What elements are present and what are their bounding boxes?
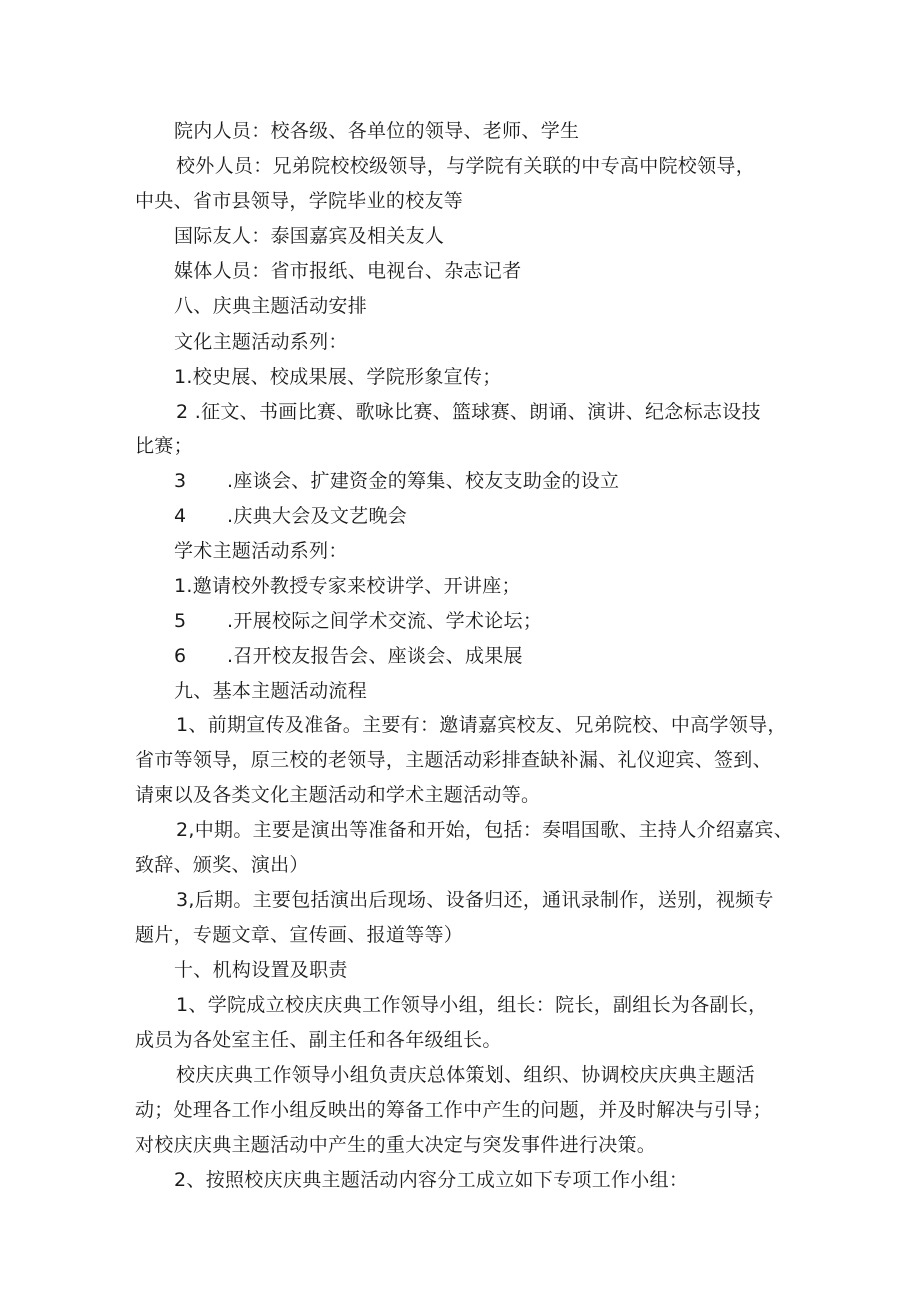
paragraph-line: 1、前期宣传及准备。主要有：邀请嘉宾校友、兄弟院校、中高学领导， (176, 714, 787, 736)
list-item: 1.邀请校外教授专家来校讲学、开讲座； (174, 575, 521, 597)
list-item-number: 4 (174, 505, 187, 527)
paragraph-line: 媒体人员：省市报纸、电视台、杂志记者 (174, 260, 522, 282)
list-item: 1.校史展、校成果展、学院形象宣传； (174, 366, 502, 388)
subsection-heading: 文化主题活动系列： (174, 331, 348, 353)
paragraph-line: 3,后期。主要包括演出后现场、设备归还，通讯录制作，送别，视频专 (176, 889, 774, 911)
paragraph-line: 国际友人：泰国嘉宾及相关友人 (174, 225, 445, 247)
list-item-number: 5 (174, 610, 187, 632)
list-item-continuation: 比赛； (135, 435, 193, 457)
paragraph-line: 致辞、颁奖、演出） (135, 854, 309, 876)
paragraph-line: 中央、省市县领导，学院毕业的校友等 (135, 190, 464, 212)
paragraph-line: 省市等领导，原三校的老领导，主题活动彩排查缺补漏、礼仪迎宾、签到、 (135, 749, 772, 771)
list-item-number: 3 (174, 470, 187, 492)
paragraph-line: 院内人员：校各级、各单位的领导、老师、学生 (174, 120, 580, 142)
section-heading: 八、庆典主题活动安排 (174, 295, 368, 317)
list-item: .庆典大会及文艺晚会 (227, 505, 408, 527)
section-heading: 十、机构设置及职责 (174, 959, 348, 981)
paragraph-line: 成员为各处室主任、副主任和各年级组长。 (135, 1029, 502, 1051)
list-item: .开展校际之间学术交流、学术论坛； (227, 610, 543, 632)
paragraph-line: 校外人员：兄弟院校校级领导，与学院有关联的中专高中院校领导， (176, 155, 756, 177)
paragraph-line: 校庆庆典工作领导小组负责庆总体策划、组织、协调校庆庆典主题活 (176, 1064, 756, 1086)
list-item-number: 6 (174, 645, 187, 667)
paragraph-line: 题片，专题文章、宣传画、报道等等） (135, 924, 464, 946)
subsection-heading: 学术主题活动系列： (174, 540, 348, 562)
paragraph-line: 对校庆庆典主题活动中产生的重大决定与突发事件进行决策。 (135, 1134, 657, 1156)
paragraph-line: 2、按照校庆庆典主题活动内容分工成立如下专项工作小组： (174, 1169, 689, 1191)
paragraph-line: 2,中期。主要是演出等准备和开始，包括：奏唱国歌、主持人介绍嘉宾、 (176, 819, 794, 841)
paragraph-line: 1、学院成立校庆庆典工作领导小组，组长：院长，副组长为各副长， (176, 994, 768, 1016)
paragraph-line: 请柬以及各类文化主题活动和学术主题活动等。 (135, 784, 541, 806)
section-heading: 九、基本主题活动流程 (174, 680, 368, 702)
list-item: .召开校友报告会、座谈会、成果展 (227, 645, 523, 667)
list-item: .座谈会、扩建资金的筹集、校友支助金的设立 (227, 470, 620, 492)
paragraph-line: 动；处理各工作小组反映出的筹备工作中产生的问题，并及时解决与引导； (135, 1099, 772, 1121)
list-item: 2 .征文、书画比赛、歌咏比赛、篮球赛、朗诵、演讲、纪念标志设技 (176, 401, 761, 423)
